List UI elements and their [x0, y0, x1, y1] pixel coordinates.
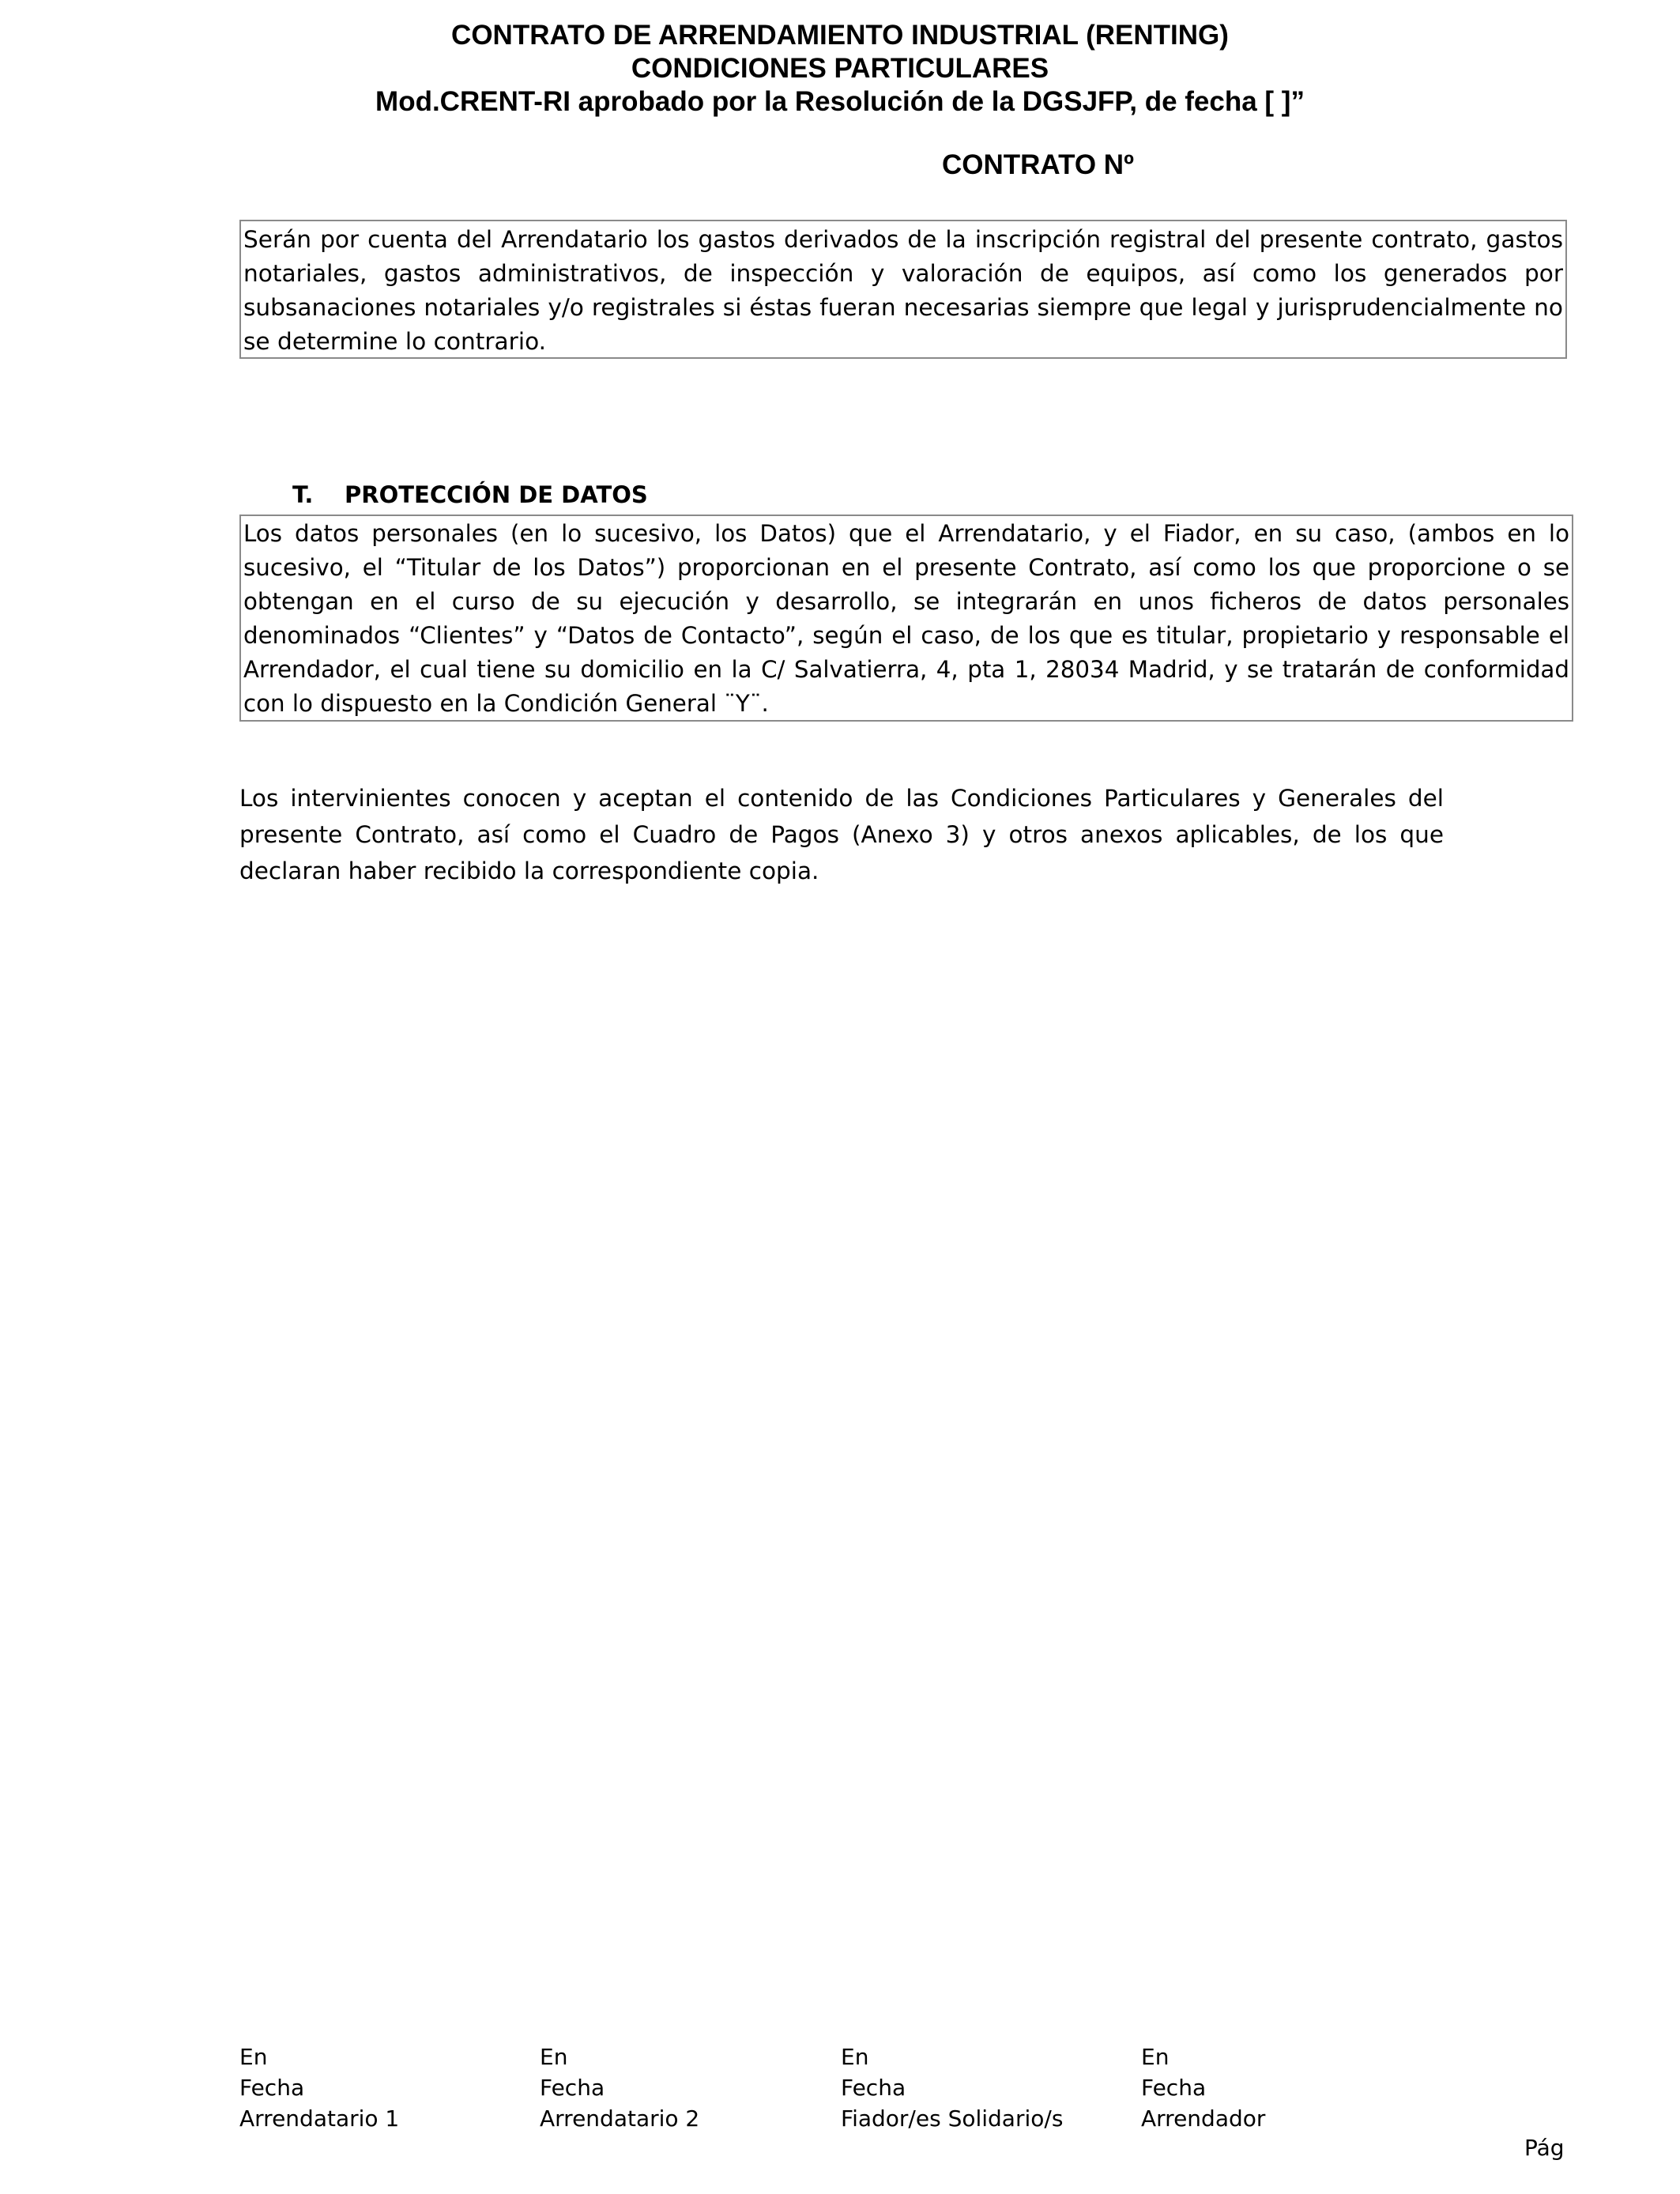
- signature-date-label: Fecha: [841, 2075, 906, 2101]
- signature-party-label: Fiador/es Solidario/s: [841, 2105, 1064, 2132]
- section-heading-data-protection: [292, 479, 648, 511]
- signature-place-label: En: [239, 2044, 268, 2070]
- signature-block-arrendador: [1141, 2041, 1265, 2134]
- data-protection-text: Los datos personales (en lo sucesivo, los Datos) que el Arrendatario, y el Fiador, en su caso, (ambos en lo sucesivo, el “Titular de los Datos”) proporcionan en el presente Contrato, así como los que proporcione o se obtengan en el curso de su ejecución y desarrollo, se integrarán en unos ficheros de datos personales denominados “Clientes” y “Datos de Contacto”, según el caso, de los que es titular, propietario y responsable el Arrendador, el cual tiene su domicilio en la C/ Salvatierra, 4, pta 1, 28034 Madrid, y se tratarán de conformidad con lo dispuesto en la Condición General ¨Y¨.: [243, 520, 1569, 717]
- document-title: CONTRATO DE ARRENDAMIENTO INDUSTRIAL (RENTING): [451, 20, 1229, 51]
- section-letter: T.: [292, 481, 314, 508]
- closing-statement: Los intervinientes conocen y aceptan el contenido de las Condiciones Particulares y Generales del presente Contrato, así como el Cuadro de Pagos (Anexo 3) y otros anexos aplicables, de los que declaran haber recibido la correspondiente copia.: [239, 785, 1444, 884]
- expenses-clause-text: Serán por cuenta del Arrendatario los gastos derivados de la inscripción registral del presente contrato, gastos notariales, gastos administrativos, de inspección y valoración de equipos, así como los generados por subsanaciones notariales y/o registrales si éstas fueran necesarias siempre que legal y jurisprudencialmente no se determine lo contrario.: [243, 226, 1563, 355]
- expenses-clause-box: [239, 220, 1567, 359]
- signature-block-arrendatario-1: [239, 2041, 399, 2134]
- page-number-label: Pág: [1524, 2135, 1565, 2161]
- signature-date-label: Fecha: [1141, 2075, 1207, 2101]
- document-subtitle: CONDICIONES PARTICULARES: [631, 53, 1049, 84]
- data-protection-box: [239, 515, 1573, 722]
- signature-date-label: Fecha: [239, 2075, 305, 2101]
- section-title: PROTECCIÓN DE DATOS: [345, 481, 648, 508]
- signature-place-label: En: [841, 2044, 869, 2070]
- signature-party-label: Arrendatario 1: [239, 2105, 400, 2132]
- signature-party-label: Arrendador: [1141, 2105, 1266, 2132]
- signature-date-label: Fecha: [540, 2075, 605, 2101]
- signature-place-label: En: [1141, 2044, 1170, 2070]
- model-approval-line: Mod.CRENT-RI aprobado por la Resolución de la DGSJFP, de fecha [ ]”: [375, 86, 1305, 117]
- contract-number-label: CONTRATO Nº: [942, 149, 1134, 180]
- signature-party-label: Arrendatario 2: [540, 2105, 700, 2132]
- signature-block-fiador: [841, 2041, 1063, 2134]
- document-header: [0, 19, 1680, 119]
- signature-block-arrendatario-2: [540, 2041, 699, 2134]
- signature-place-label: En: [540, 2044, 568, 2070]
